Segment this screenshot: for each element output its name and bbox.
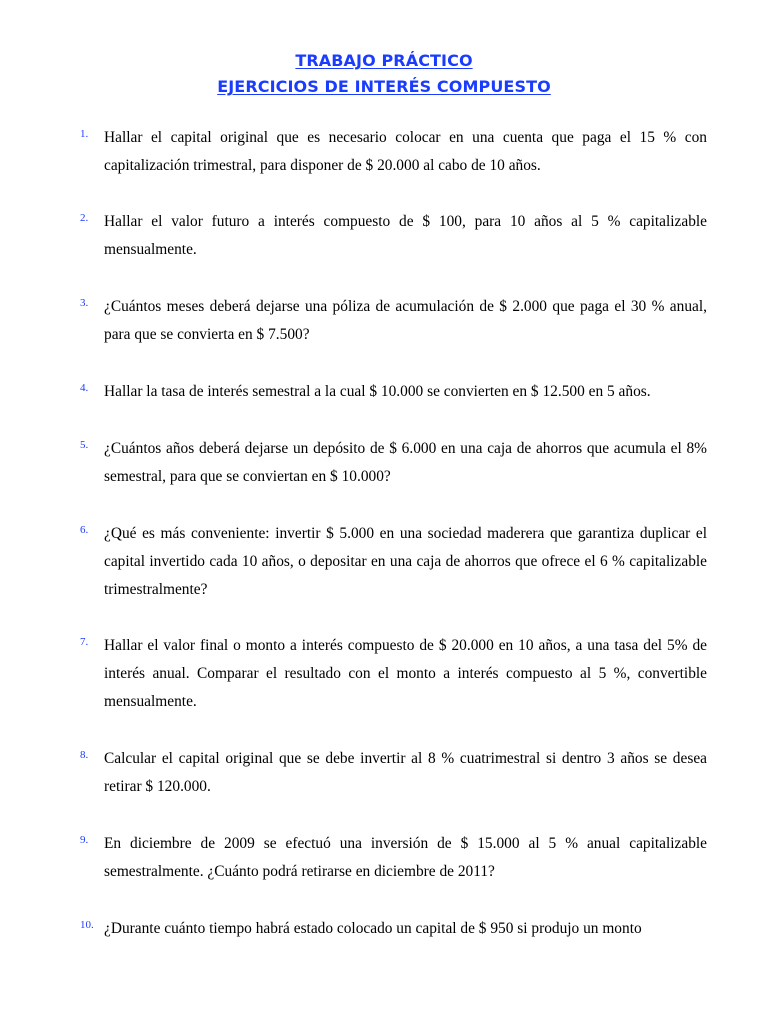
exercise-number: 8. (80, 749, 89, 761)
exercise-text: Hallar el capital original que es necesario colocar en una cuenta que paga el 15 % con capitalización trimestral, para disponer de $ 20.000 al cabo de 10 años. (104, 129, 707, 174)
exercise-number: 5. (80, 439, 89, 451)
exercise-text: Hallar el valor final o monto a interés compuesto de $ 20.000 en 10 años, a una tasa del 5% de interés anual. Comparar el resultado con el monto a interés compuesto al 5 %, convertible mensualmente. (104, 637, 707, 710)
exercise-text: ¿Cuántos meses deberá dejarse una póliza de acumulación de $ 2.000 que paga el 30 % anual, para que se convierta en $ 7.500? (104, 298, 707, 343)
exercise-text: Calcular el capital original que se debe invertir al 8 % cuatrimestral si dentro 3 años se desea retirar $ 120.000. (104, 750, 707, 795)
exercise-number: 7. (80, 636, 89, 648)
document-title: TRABAJO PRÁCTICO (295, 51, 473, 70)
exercise-text: En diciembre de 2009 se efectuó una inversión de $ 15.000 al 5 % anual capitalizable semestralmente. ¿Cuánto podrá retirarse en diciembre de 2011? (104, 835, 707, 880)
exercise-number: 6. (80, 524, 89, 536)
exercise-number: 1. (80, 128, 89, 140)
exercise-text: ¿Durante cuánto tiempo habrá estado colocado un capital de $ 950 si produjo un monto (104, 920, 642, 937)
exercise-text: Hallar el valor futuro a interés compuesto de $ 100, para 10 años al 5 % capitalizable mensualmente. (104, 213, 707, 258)
exercise-text: Hallar la tasa de interés semestral a la cual $ 10.000 se convierten en $ 12.500 en 5 años. (104, 383, 651, 400)
exercise-text: ¿Cuántos años deberá dejarse un depósito de $ 6.000 en una caja de ahorros que acumula el 8% semestral, para que se conviertan en $ 10.000? (104, 440, 707, 485)
exercise-number: 10. (80, 919, 94, 931)
exercise-number: 3. (80, 297, 89, 309)
exercise-number: 4. (80, 382, 89, 394)
exercise-text: ¿Qué es más conveniente: invertir $ 5.000 en una sociedad maderera que garantiza duplicar el capital invertido cada 10 años, o depositar en una caja de ahorros que ofrece el 6 % capitalizable trimestralmente? (104, 525, 707, 598)
exercise-number: 2. (80, 212, 89, 224)
exercise-number: 9. (80, 834, 89, 846)
document-subtitle: EJERCICIOS DE INTERÉS COMPUESTO (217, 77, 551, 96)
